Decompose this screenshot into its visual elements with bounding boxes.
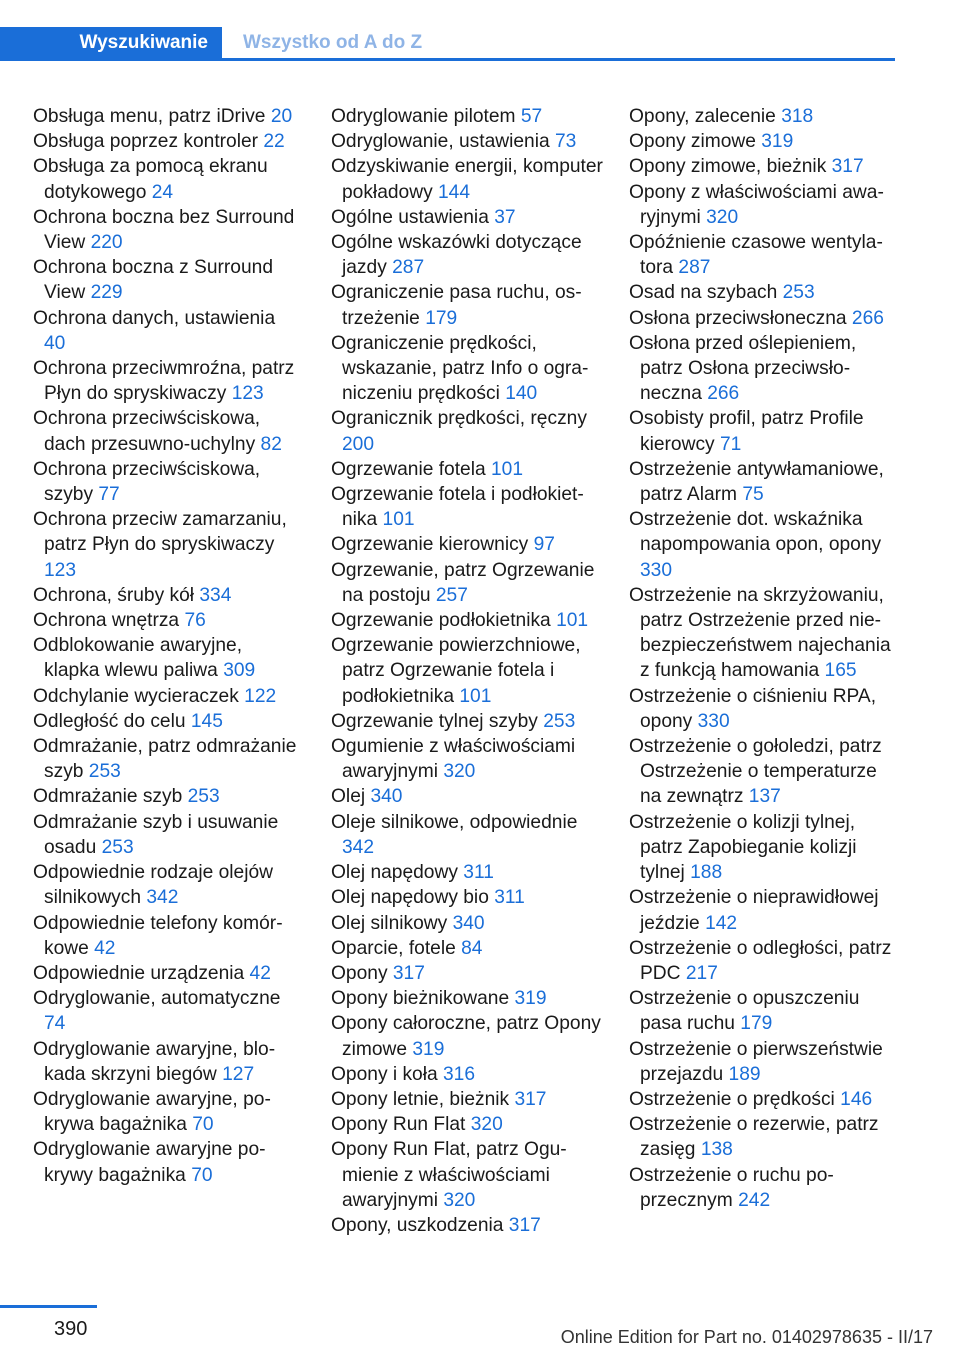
- index-term: Ostrzeżenie o ruchu poprzecznym: [629, 1164, 834, 1211]
- index-entry: [629, 684, 899, 734]
- page-reference-link[interactable]: 320: [443, 1189, 476, 1211]
- index-term: Olej: [331, 786, 366, 808]
- index-entry: [331, 633, 603, 709]
- index-entry: [33, 154, 299, 204]
- tab-search[interactable]: Wyszukiwanie: [0, 27, 222, 58]
- index-entry: [331, 1011, 603, 1061]
- page-reference-link[interactable]: 319: [412, 1038, 445, 1060]
- index-term: Ostrzeżenie antywłamaniowe, patrz Alarm: [629, 458, 884, 506]
- index-term: Ogólne ustawienia: [331, 206, 489, 228]
- page-reference-link[interactable]: 334: [199, 584, 232, 606]
- index-term: Opony: [331, 962, 388, 984]
- page-reference-link[interactable]: 70: [192, 1114, 214, 1136]
- index-entry: [629, 306, 899, 331]
- page-reference-link[interactable]: 179: [740, 1013, 773, 1035]
- index-term: Ostrzeżenie o pierwszeństwie przejazdu: [629, 1038, 883, 1085]
- page-reference-link[interactable]: 309: [223, 660, 256, 682]
- page-reference-link[interactable]: 287: [678, 257, 711, 279]
- index-entry: [33, 356, 299, 406]
- index-entry: [629, 230, 899, 280]
- page-reference-link[interactable]: 318: [781, 106, 814, 127]
- page-reference-link[interactable]: 266: [707, 383, 740, 405]
- index-term: Osłona przed oślepieniem, patrz Osłona przeciwsłoneczna: [629, 332, 857, 405]
- page-reference-link[interactable]: 84: [461, 937, 483, 959]
- index-term: Opony zimowe: [629, 131, 756, 153]
- page-number: 390: [54, 1318, 88, 1340]
- index-entry: [33, 255, 299, 305]
- page-reference-link[interactable]: 127: [222, 1063, 255, 1085]
- index-entry: [33, 709, 299, 734]
- index-term: Ostrzeżenie o rezerwie, patrz zasięg: [629, 1114, 879, 1161]
- index-term: Ostrzeżenie na skrzyżowaniu, patrz Ostrzeżenie przed niebezpieczeństwem najechania z funkcją hamowania: [629, 584, 891, 682]
- index-term: Odryglowanie, automatyczne: [33, 988, 281, 1010]
- page-reference-link[interactable]: 253: [187, 786, 220, 808]
- index-entry: [33, 205, 299, 255]
- index-entry: [331, 280, 603, 330]
- index-entry: [331, 1087, 603, 1112]
- index-term: Opony letnie, bieżnik: [331, 1088, 510, 1110]
- page-reference-link[interactable]: 101: [556, 610, 589, 632]
- page-reference-link[interactable]: 42: [94, 937, 116, 959]
- index-term: Oparcie, fotele: [331, 937, 456, 959]
- index-term: Ostrzeżenie o ciśnieniu RPA, opony: [629, 685, 877, 732]
- index-term: Ogranicznik prędkości, ręczny: [331, 408, 587, 430]
- index-term: Opony, uszkodzenia: [331, 1214, 504, 1236]
- index-term: Ochrona boczna z Surround View: [33, 257, 273, 304]
- page-reference-link[interactable]: 340: [452, 912, 485, 934]
- index-entry: [33, 406, 299, 456]
- index-entry: [629, 1087, 899, 1112]
- index-entry: [331, 936, 603, 961]
- index-entry: [331, 709, 603, 734]
- index-entry: [629, 406, 899, 456]
- index-term: Opony całoroczne, patrz Opony zimowe: [331, 1013, 601, 1060]
- page-reference-link[interactable]: 146: [840, 1088, 873, 1110]
- index-entry: [629, 331, 899, 407]
- index-term: Odchylanie wycieraczek: [33, 685, 239, 707]
- index-entry: [331, 734, 603, 784]
- index-entry: [33, 1037, 299, 1087]
- index-column-2: [331, 104, 603, 1238]
- header-tabbar: [0, 27, 895, 61]
- page-reference-link[interactable]: 229: [90, 282, 123, 304]
- page-reference-link[interactable]: 97: [533, 534, 555, 556]
- index-entry: [33, 583, 299, 608]
- index-term: Ochrona przeciwściskowa, dach przesuwno-uchylny: [33, 408, 261, 455]
- page-reference-link[interactable]: 320: [470, 1114, 503, 1136]
- index-entry: [33, 810, 299, 860]
- index-term: Ochrona boczna bez Surround View: [33, 206, 295, 254]
- index-term: Olej napędowy bio: [331, 887, 489, 909]
- tab-a-to-z[interactable]: Wszystko od A do Z: [243, 31, 423, 53]
- index-entry: [629, 583, 899, 684]
- index-entry: [331, 406, 603, 456]
- page-reference-link[interactable]: 253: [782, 282, 815, 304]
- index-term: Opony Run Flat: [331, 1114, 466, 1136]
- index-term: Opóźnienie czasowe wentylatora: [629, 232, 883, 279]
- page-reference-link[interactable]: 220: [90, 232, 123, 254]
- index-entry: [629, 457, 899, 507]
- index-term: Obsługa poprzez kontroler: [33, 131, 259, 153]
- index-entry: [629, 104, 899, 129]
- index-term: Ograniczenie pasa ruchu, ostrzeżenie: [331, 282, 582, 329]
- page-reference-link[interactable]: 101: [382, 509, 415, 531]
- index-term: Ostrzeżenie o kolizji tylnej, patrz Zapobieganie kolizji tylnej: [629, 811, 857, 884]
- page-reference-link[interactable]: 342: [342, 836, 375, 858]
- index-term: Ostrzeżenie o prędkości: [629, 1088, 835, 1110]
- index-term: Osobisty profil, patrz Profile kierowcy: [629, 408, 864, 455]
- page-reference-link[interactable]: 188: [690, 862, 723, 884]
- index-term: Obsługa za pomocą ekranu dotykowego: [33, 156, 268, 203]
- page-reference-link[interactable]: 142: [705, 912, 738, 934]
- index-entry: [629, 1037, 899, 1087]
- index-term: Ostrzeżenie o nieprawidłowej jeździe: [629, 887, 879, 934]
- index-term: Odblokowanie awaryjne, klapka wlewu paliwa: [33, 635, 243, 682]
- index-entry: [629, 154, 899, 179]
- page-reference-link[interactable]: 317: [392, 962, 425, 984]
- index-term: Odmrażanie, patrz odmrażanie szyb: [33, 736, 297, 783]
- index-term: Ochrona, śruby kół: [33, 584, 195, 606]
- index-term: Odryglowanie pilotem: [331, 106, 516, 127]
- page-reference-link[interactable]: 82: [260, 433, 282, 455]
- index-entry: [331, 558, 603, 608]
- index-term: Ochrona przeciwmroźna, patrz Płyn do spryskiwaczy: [33, 358, 295, 405]
- index-entry: [331, 154, 603, 204]
- index-entry: [331, 104, 603, 129]
- index-entry: [331, 457, 603, 482]
- page-reference-link[interactable]: 76: [184, 610, 206, 632]
- index-entry: [33, 784, 299, 809]
- page-reference-link[interactable]: 37: [494, 206, 516, 228]
- page-reference-link[interactable]: 200: [342, 433, 375, 455]
- index-entry: [331, 961, 603, 986]
- index-term: Ogumienie z właściwościami awaryjnymi: [331, 736, 576, 783]
- page-reference-link[interactable]: 257: [435, 584, 468, 606]
- index-entry: [33, 104, 299, 129]
- index-entry: [331, 885, 603, 910]
- page-reference-link[interactable]: 330: [640, 559, 673, 581]
- page-reference-link[interactable]: 71: [719, 433, 742, 455]
- page-reference-link[interactable]: 311: [463, 862, 494, 884]
- index-term: Ostrzeżenie dot. wskaźnika napompowania opon, opony: [629, 509, 882, 556]
- page-reference-link[interactable]: 42: [249, 962, 271, 984]
- page-reference-link[interactable]: 140: [505, 383, 538, 405]
- index-entry: [331, 784, 603, 809]
- index-entry: [629, 936, 899, 986]
- index-entry: [629, 180, 899, 230]
- index-entry: [33, 1137, 299, 1187]
- index-term: Ogrzewanie fotela: [331, 458, 486, 480]
- index-term: Ogrzewanie, patrz Ogrzewanie na postoju: [331, 559, 595, 606]
- index-term: Ograniczenie prędkości, wskazanie, patrz Info o ograniczeniu prędkości: [331, 332, 589, 405]
- index-entry: [33, 608, 299, 633]
- index-entry: [33, 633, 299, 683]
- page-reference-link[interactable]: 320: [706, 206, 739, 228]
- index-entry: [331, 482, 603, 532]
- page-reference-link[interactable]: 342: [146, 887, 179, 909]
- index-term: Ochrona wnętrza: [33, 610, 180, 632]
- index-term: Odzyskiwanie energii, komputer pokładowy: [331, 156, 603, 203]
- index-term: Opony i koła: [331, 1063, 438, 1085]
- index-entry: [331, 1213, 603, 1238]
- page-reference-link[interactable]: 74: [44, 1013, 66, 1035]
- index-term: Odpowiednie urządzenia: [33, 962, 245, 984]
- index-term: Odmrażanie szyb: [33, 786, 183, 808]
- index-entry: [629, 280, 899, 305]
- index-term: Ogrzewanie fotela i podłokietnika: [331, 484, 584, 531]
- page-reference-link[interactable]: 189: [728, 1063, 761, 1085]
- page-reference-link[interactable]: 70: [191, 1164, 213, 1186]
- index-term: Obsługa menu, patrz iDrive: [33, 106, 266, 127]
- index-column-1: [33, 104, 299, 1188]
- header-underline: [0, 58, 895, 61]
- index-entry: [33, 860, 299, 910]
- page-reference-link[interactable]: 122: [244, 685, 277, 707]
- index-term: Ochrona przeciwściskowa, szyby: [33, 458, 261, 506]
- index-entry: [33, 961, 299, 986]
- index-term: Ostrzeżenie o opuszczeniu pasa ruchu: [629, 988, 860, 1035]
- page-reference-link[interactable]: 77: [98, 484, 120, 506]
- index-column-3: [629, 104, 899, 1213]
- index-term: Osad na szybach: [629, 282, 778, 304]
- index-term: Odpowiednie telefony komórkowe: [33, 912, 283, 959]
- index-term: Ogrzewanie kierownicy: [331, 534, 529, 556]
- index-entry: [629, 507, 899, 583]
- index-entry: [33, 306, 299, 356]
- index-entry: [331, 810, 603, 860]
- page-reference-link[interactable]: 317: [831, 156, 864, 178]
- index-entry: [331, 331, 603, 407]
- index-term: Odryglowanie awaryjne, pokrywa bagażnika: [33, 1088, 271, 1136]
- page-reference-link[interactable]: 75: [742, 484, 764, 506]
- page-reference-link[interactable]: 57: [520, 106, 543, 127]
- page-reference-link[interactable]: 320: [443, 761, 476, 783]
- index-term: Odryglowanie, ustawienia: [331, 131, 550, 153]
- page-reference-link[interactable]: 253: [543, 710, 576, 732]
- page-reference-link[interactable]: 217: [685, 962, 718, 984]
- index-entry: [331, 230, 603, 280]
- page-reference-link[interactable]: 123: [231, 383, 264, 405]
- index-entry: [331, 608, 603, 633]
- page-reference-link[interactable]: 253: [88, 761, 121, 783]
- index-term: Ogrzewanie podłokietnika: [331, 610, 551, 632]
- page-number-rule: [0, 1305, 97, 1308]
- index-entry: [33, 911, 299, 961]
- page-reference-link[interactable]: 20: [270, 106, 293, 127]
- index-term: Opony bieżnikowane: [331, 988, 510, 1010]
- page-reference-link[interactable]: 145: [190, 710, 223, 732]
- index-entry: [331, 1137, 603, 1213]
- index-entry: [629, 129, 899, 154]
- index-entry: [629, 810, 899, 886]
- index-entry: [33, 986, 299, 1036]
- index-entry: [33, 507, 299, 583]
- index-term: Ostrzeżenie o gołoledzi, patrz Ostrzeżenie o temperaturze na zewnątrz: [629, 736, 882, 808]
- index-entry: [33, 129, 299, 154]
- index-term: Opony z właściwościami awaryjnymi: [629, 181, 884, 228]
- page-reference-link[interactable]: 73: [555, 131, 577, 153]
- page-reference-link[interactable]: 101: [491, 458, 524, 480]
- index-term: Odpowiednie rodzaje olejów silnikowych: [33, 862, 273, 909]
- index-term: Osłona przeciwsłoneczna: [629, 307, 847, 329]
- index-term: Opony zimowe, bieżnik: [629, 156, 827, 178]
- index-entry: [629, 986, 899, 1036]
- index-term: Ogrzewanie powierzchniowe, patrz Ogrzewanie fotela i podłokietnika: [331, 635, 581, 707]
- page-reference-link[interactable]: 22: [263, 131, 285, 153]
- page-reference-link[interactable]: 319: [514, 988, 547, 1010]
- page-reference-link[interactable]: 317: [508, 1214, 541, 1236]
- page-reference-link[interactable]: 242: [738, 1189, 771, 1211]
- index-term: Olej napędowy: [331, 862, 458, 884]
- index-entry: [33, 1087, 299, 1137]
- index-entry: [33, 734, 299, 784]
- index-entry: [331, 860, 603, 885]
- page-reference-link[interactable]: 311: [494, 887, 525, 909]
- index-term: Opony, zalecenie: [629, 106, 776, 127]
- page-reference-link[interactable]: 144: [438, 181, 471, 203]
- page-reference-link[interactable]: 24: [151, 181, 174, 203]
- index-term: Odległość do celu: [33, 710, 186, 732]
- index-entry: [331, 1062, 603, 1087]
- index-entry: [331, 129, 603, 154]
- page-reference-link[interactable]: 101: [459, 685, 492, 707]
- page-reference-link[interactable]: 165: [824, 660, 857, 682]
- page-reference-link[interactable]: 287: [392, 257, 425, 279]
- page-reference-link[interactable]: 123: [44, 559, 77, 581]
- index-entry: [331, 205, 603, 230]
- page-reference-link[interactable]: 317: [514, 1088, 547, 1110]
- page-reference-link[interactable]: 330: [697, 710, 730, 732]
- index-term: Oleje silnikowe, odpowiednie: [331, 811, 578, 833]
- page-reference-link[interactable]: 40: [44, 332, 66, 354]
- page-reference-link[interactable]: 319: [761, 131, 794, 153]
- index-entry: [629, 1163, 899, 1213]
- page-reference-link[interactable]: 179: [425, 307, 458, 329]
- page-reference-link[interactable]: 253: [101, 836, 134, 858]
- index-entry: [331, 532, 603, 557]
- index-entry: [33, 457, 299, 507]
- index-entry: [629, 885, 899, 935]
- page-reference-link[interactable]: 137: [748, 786, 781, 808]
- index-term: Ostrzeżenie o odległości, patrz PDC: [629, 937, 892, 984]
- index-term: Olej silnikowy: [331, 912, 448, 934]
- edition-footer: Online Edition for Part no. 01402978635 - II/17: [560, 1327, 933, 1347]
- index-entry: [331, 986, 603, 1011]
- index-entry: [629, 734, 899, 810]
- index-entry: [331, 1112, 603, 1137]
- index-term: Ochrona przeciw zamarzaniu, patrz Płyn do spryskiwaczy: [33, 509, 287, 556]
- page-reference-link[interactable]: 266: [851, 307, 884, 329]
- index-term: Ogrzewanie tylnej szyby: [331, 710, 538, 732]
- index-term: Odryglowanie awaryjne pokrywy bagażnika: [33, 1139, 266, 1186]
- page-reference-link[interactable]: 138: [700, 1139, 733, 1161]
- index-term: Ochrona danych, ustawienia: [33, 307, 276, 329]
- index-entry: [33, 684, 299, 709]
- index-entry: [629, 1112, 899, 1162]
- index-entry: [331, 911, 603, 936]
- index-term: Odmrażanie szyb i usuwanie osadu: [33, 811, 279, 858]
- index-term: Opony Run Flat, patrz Ogumienie z właściwościami awaryjnymi: [331, 1139, 567, 1211]
- index-term: Ogólne wskazówki dotyczące jazdy: [331, 232, 582, 279]
- page-reference-link[interactable]: 316: [443, 1063, 476, 1085]
- page-reference-link[interactable]: 340: [370, 786, 403, 808]
- index-term: Odryglowanie awaryjne, blokada skrzyni biegów: [33, 1038, 276, 1085]
